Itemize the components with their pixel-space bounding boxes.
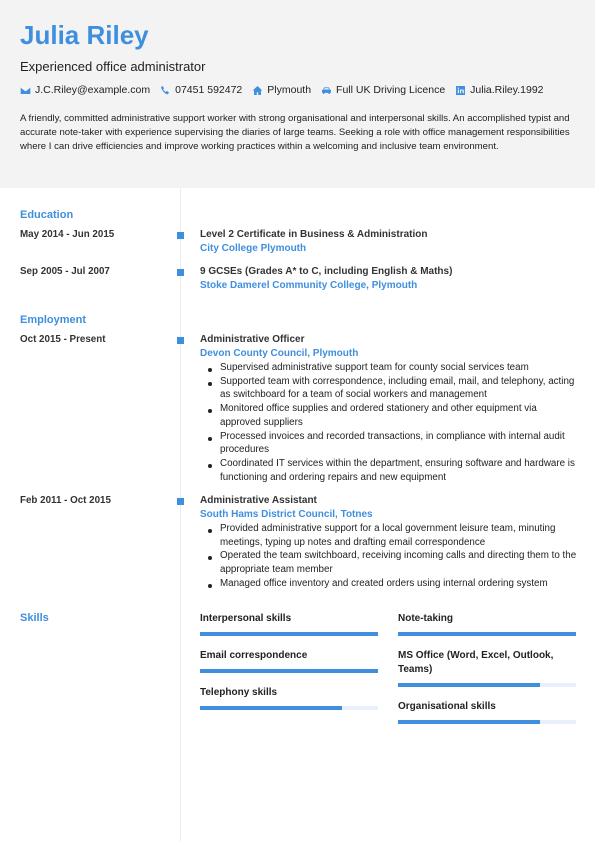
skill-item xyxy=(200,686,378,710)
contact-phone-text: 07451 592472 xyxy=(175,84,243,96)
skill-item xyxy=(200,649,378,673)
employment-dates: Feb 2011 - Oct 2015 xyxy=(20,495,111,506)
employment-heading: Employment xyxy=(20,314,87,326)
education-institution: Stoke Damerel Community College, Plymouth xyxy=(200,280,418,291)
skill-item xyxy=(398,700,576,724)
contact-bar xyxy=(20,83,554,97)
candidate-name: Julia Riley xyxy=(20,20,149,50)
job-duty: Provided administrative support for a local government leisure team, minuting meetings, typing up notes and drafting email correspondence xyxy=(200,522,578,549)
job-duty: Supported team with correspondence, including email, mail, and telephony, acting as switchboard for a team of social workers and management xyxy=(200,375,578,402)
linkedin-icon xyxy=(455,85,466,96)
skill-level-bar xyxy=(200,632,378,636)
skills-heading: Skills xyxy=(20,612,49,624)
skill-level-track xyxy=(398,683,576,687)
skill-name: Interpersonal skills xyxy=(200,613,292,624)
skill-name: Email correspondence xyxy=(200,650,308,661)
skill-level-track xyxy=(398,720,576,724)
education-title: 9 GCSEs (Grades A* to C, including English & Maths) xyxy=(200,266,453,277)
contact-linkedin[interactable] xyxy=(455,84,543,96)
skill-level-bar xyxy=(398,683,540,687)
job-duty: Coordinated IT services within the department, ensuring software and hardware is functioning and ordering repairs and new equipment xyxy=(200,457,578,484)
skill-level-bar xyxy=(200,669,378,673)
skill-level-track xyxy=(398,632,576,636)
skill-level-track xyxy=(200,669,378,673)
skill-level-track xyxy=(200,706,378,710)
job-title: Administrative Officer xyxy=(200,334,305,345)
car-icon xyxy=(321,85,332,96)
employment-dates: Oct 2015 - Present xyxy=(20,334,106,345)
job-duty: Managed office inventory and created orders using internal ordering system xyxy=(200,577,578,591)
job-duty: Operated the team switchboard, receiving incoming calls and directing them to the appropriate team member xyxy=(200,549,578,576)
timeline-marker xyxy=(177,232,184,239)
contact-location xyxy=(252,84,311,96)
contact-licence-text: Full UK Driving Licence xyxy=(336,84,446,96)
job-duties xyxy=(200,361,578,484)
contact-email-text: J.C.Riley@example.com xyxy=(35,84,151,96)
job-title: Administrative Assistant xyxy=(200,495,317,506)
education-title: Level 2 Certificate in Business & Administration xyxy=(200,229,428,240)
envelope-icon xyxy=(20,85,31,96)
contact-linkedin-text: Julia.Riley.1992 xyxy=(470,84,544,96)
skill-level-track xyxy=(200,632,378,636)
skill-item xyxy=(398,612,576,636)
contact-location-text: Plymouth xyxy=(267,84,312,96)
contact-email[interactable] xyxy=(20,84,150,96)
header-panel xyxy=(0,0,595,188)
skill-name: Organisational skills xyxy=(398,701,496,712)
job-duty: Monitored office supplies and ordered stationery and other equipment via approved suppliers xyxy=(200,402,578,429)
skill-level-bar xyxy=(398,632,576,636)
job-duty: Processed invoices and recorded transactions, in compliance with internal audit procedures xyxy=(200,430,578,457)
skill-item xyxy=(200,612,378,636)
skill-level-bar xyxy=(398,720,540,724)
education-institution: City College Plymouth xyxy=(200,243,307,254)
timeline-marker xyxy=(177,269,184,276)
skill-level-bar xyxy=(200,706,342,710)
timeline-marker xyxy=(177,337,184,344)
education-heading: Education xyxy=(20,209,74,221)
job-duties xyxy=(200,522,578,591)
contact-phone[interactable] xyxy=(160,84,242,96)
candidate-tagline: Experienced office administrator xyxy=(20,59,206,74)
timeline-divider xyxy=(180,188,181,841)
job-duty: Supervised administrative support team for county social services team xyxy=(200,361,578,375)
contact-licence xyxy=(321,84,445,96)
skill-name: MS Office (Word, Excel, Outlook, Teams) xyxy=(398,650,554,675)
timeline-marker xyxy=(177,498,184,505)
profile-summary: A friendly, committed administrative support worker with strong organisational and interpersonal skills. An accomplished typist and accurate note-taker with experience supervising the diaries of large teams. Seeking a role with office management responsibilities where I can drive efficiencies and improve working practices within a welcoming and inclusive team environment. xyxy=(20,113,570,152)
skill-name: Telephony skills xyxy=(200,687,278,698)
phone-icon xyxy=(160,85,171,96)
education-dates: May 2014 - Jun 2015 xyxy=(20,229,115,240)
education-dates: Sep 2005 - Jul 2007 xyxy=(20,266,110,277)
skill-item xyxy=(398,649,576,687)
employer: South Hams District Council, Totnes xyxy=(200,509,373,520)
skill-name: Note-taking xyxy=(398,613,453,624)
home-icon xyxy=(252,85,263,96)
employer: Devon County Council, Plymouth xyxy=(200,348,359,359)
